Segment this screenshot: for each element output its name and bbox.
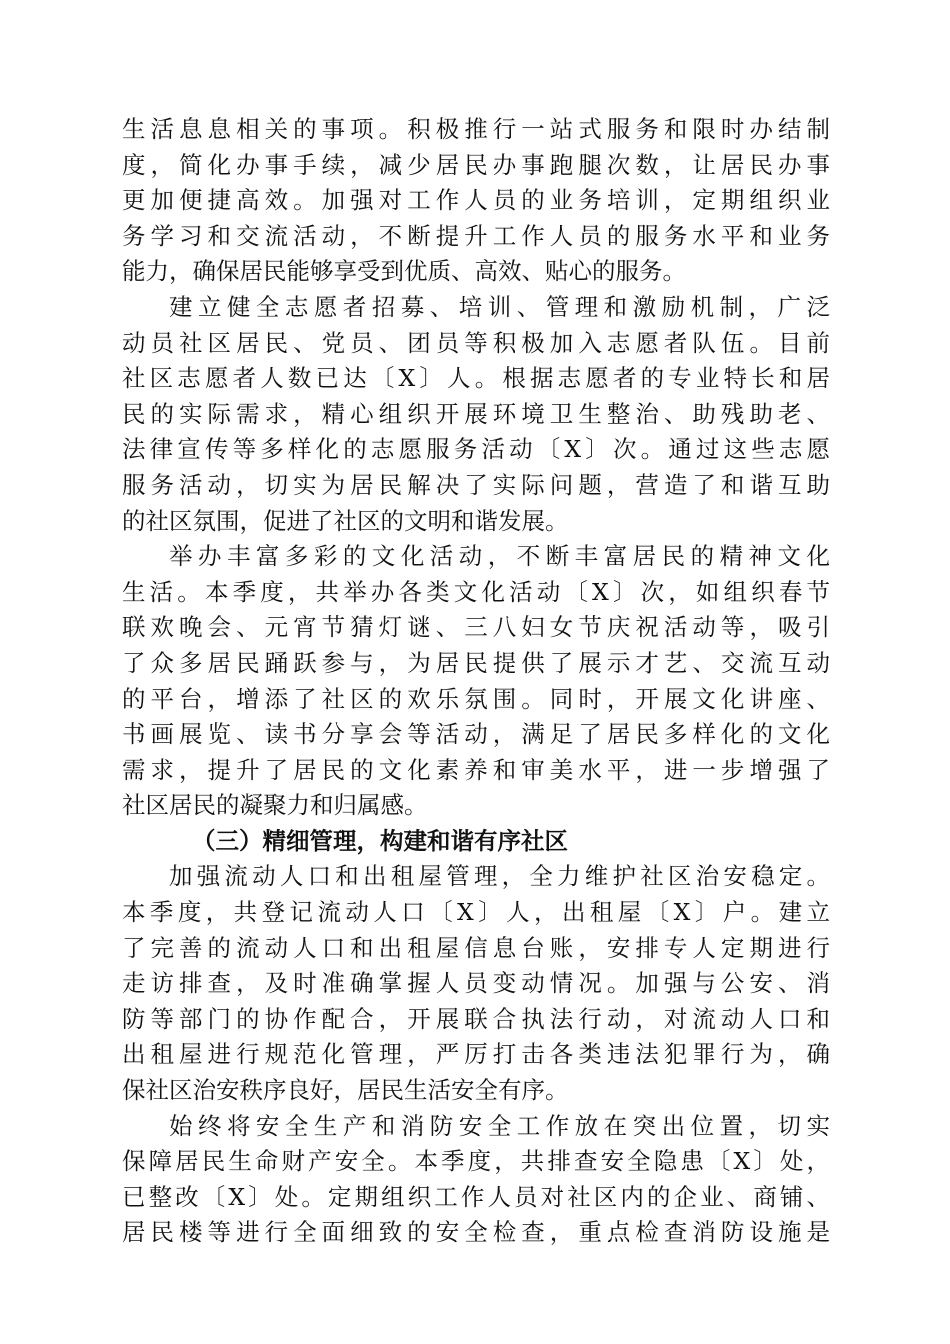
paragraph-line: 居民楼等进行全面细致的安全检查，重点检查消防设施是 (122, 1218, 830, 1247)
paragraph-line: 度，简化办事手续，减少居民办事跑腿次数，让居民办事 (122, 150, 830, 179)
paragraph-line: 出租屋进行规范化管理，严厉打击各类违法犯罪行为，确 (122, 1040, 830, 1069)
paragraph-line: 的社区氛围，促进了社区的文明和谐发展。 (122, 506, 569, 535)
paragraph-line: 能力，确保居民能够享受到优质、高效、贴心的服务。 (122, 257, 686, 286)
paragraph-line: 生活息息相关的事项。积极推行一站式服务和限时办结制 (122, 115, 830, 143)
body-paragraph (122, 290, 830, 539)
paragraph-line: 始终将安全生产和消防安全工作放在突出位置，切实 (169, 1111, 830, 1140)
paragraph-line: 更加便捷高效。加强对工作人员的业务培训，定期组织业 (122, 186, 830, 215)
heading-text: （三）精细管理，构建和谐有序社区 (192, 826, 568, 855)
paragraph-line: 联欢晚会、元宵节猜灯谜、三八妇女节庆祝活动等，吸引 (122, 613, 830, 642)
paragraph-line: 了众多居民踊跃参与，为居民提供了展示才艺、交流互动 (122, 648, 830, 677)
document-page (122, 112, 830, 1251)
paragraph-line: 服务活动，切实为居民解决了实际问题，营造了和谐互助 (122, 470, 830, 499)
body-paragraph (122, 859, 830, 1108)
paragraph-line: 本季度，共登记流动人口〔X〕人，出租屋〔X〕户。建立 (122, 898, 830, 927)
paragraph-line: 了完善的流动人口和出租屋信息台账，安排专人定期进行 (122, 933, 830, 962)
paragraph-line: 保障居民生命财产安全。本季度，共排查安全隐患〔X〕处， (122, 1147, 830, 1176)
section-heading (122, 824, 830, 860)
paragraph-line: 走访排查，及时准确掌握人员变动情况。加强与公安、消 (122, 969, 830, 998)
paragraph-line: 书画展览、读书分享会等活动，满足了居民多样化的文化 (122, 720, 830, 749)
paragraph-line: 防等部门的协作配合，开展联合执法行动，对流动人口和 (122, 1004, 830, 1033)
body-paragraph (122, 539, 830, 824)
paragraph-line: 社区居民的凝聚力和归属感。 (122, 791, 428, 820)
paragraph-line: 动员社区居民、党员、团员等积极加入志愿者队伍。目前 (122, 328, 830, 357)
paragraph-line: 务学习和交流活动，不断提升工作人员的服务水平和业务 (122, 221, 830, 250)
paragraph-line: 的平台，增添了社区的欢乐氛围。同时，开展文化讲座、 (122, 684, 830, 713)
paragraph-line: 举办丰富多彩的文化活动，不断丰富居民的精神文化 (169, 542, 830, 571)
paragraph-line: 保社区治安秩序良好，居民生活安全有序。 (122, 1076, 569, 1105)
paragraph-line: 建立健全志愿者招募、培训、管理和激励机制，广泛 (169, 292, 830, 321)
body-paragraph (122, 112, 830, 290)
paragraph-line: 社区志愿者人数已达〔X〕人。根据志愿者的专业特长和居 (122, 364, 830, 393)
paragraph-line: 法律宣传等多样化的志愿服务活动〔X〕次。通过这些志愿 (122, 435, 830, 464)
paragraph-line: 生活。本季度，共举办各类文化活动〔X〕次，如组织春节 (122, 577, 830, 606)
paragraph-line: 需求，提升了居民的文化素养和审美水平，进一步增强了 (122, 755, 830, 784)
paragraph-line: 加强流动人口和出租屋管理，全力维护社区治安稳定。 (169, 862, 830, 891)
paragraph-line: 已整改〔X〕处。定期组织工作人员对社区内的企业、商铺、 (122, 1182, 830, 1211)
body-paragraph (122, 1109, 830, 1251)
paragraph-line: 民的实际需求，精心组织开展环境卫生整治、助残助老、 (122, 399, 830, 428)
